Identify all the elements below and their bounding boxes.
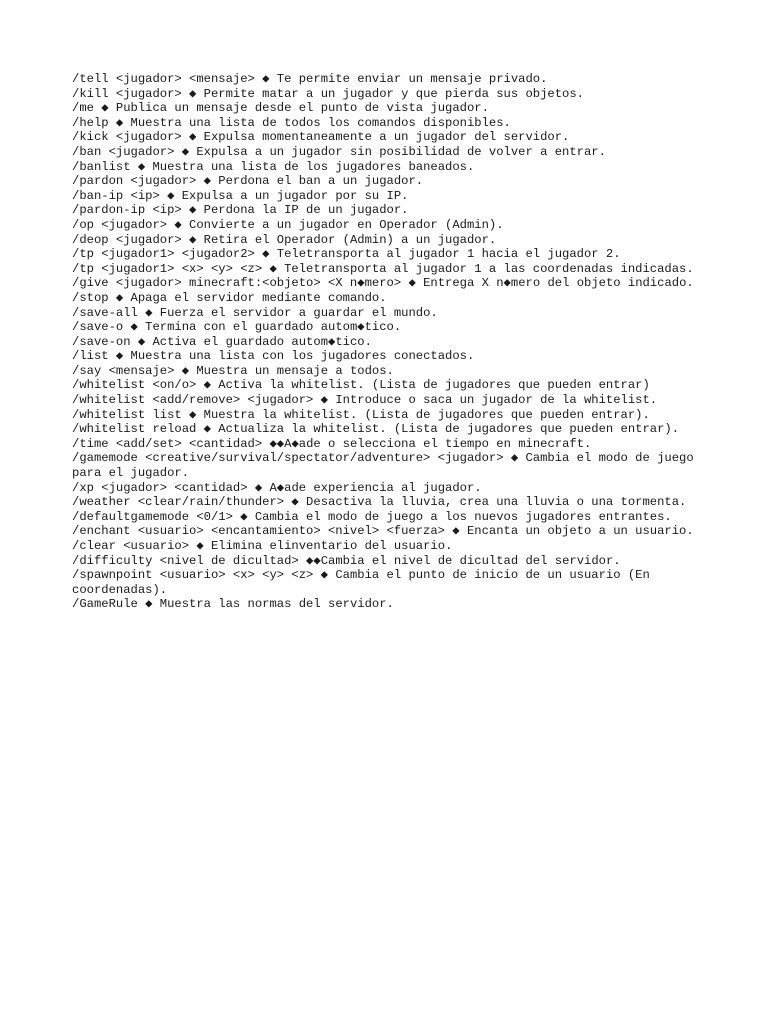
command-line-xp: /xp <jugador> <cantidad> ◆ A◆ade experiencia al jugador. bbox=[72, 480, 482, 495]
command-line-me: /me ◆ Publica un mensaje desde el punto de vista jugador. bbox=[72, 101, 489, 116]
command-line-stop: /stop ◆ Apaga el servidor mediante comando. bbox=[72, 290, 387, 305]
command-line-weather: /weather <clear/rain/thunder> ◆ Desactiva la lluvia, crea una lluvia o una tormenta. bbox=[72, 495, 687, 510]
command-line-banlist: /banlist ◆ Muestra una lista de los jugadores baneados. bbox=[72, 159, 475, 174]
command-line-whitelist-list: /whitelist list ◆ Muestra la whitelist. (Lista de jugadores que pueden entrar). bbox=[72, 407, 650, 422]
command-line-give: /give <jugador> minecraft:<objeto> <X n◆mero> ◆ Entrega X n◆mero del objeto indicado. bbox=[72, 276, 694, 291]
command-line-deop: /deop <jugador> ◆ Retira el Operador (Admin) a un jugador. bbox=[72, 232, 497, 247]
command-line-spawnpoint: /spawnpoint <usuario> <x> <y> <z> ◆ Cambia el punto de inicio de un usuario (En coordenadas). bbox=[72, 568, 658, 597]
command-line-gamerule: /GameRule ◆ Muestra las normas del servidor. bbox=[72, 597, 394, 612]
command-line-clear: /clear <usuario> ◆ Elimina elinventario del usuario. bbox=[72, 539, 453, 553]
command-line-tell: /tell <jugador> <mensaje> ◆ Te permite enviar un mensaje privado. bbox=[72, 72, 548, 86]
command-line-enchant: /enchant <usuario> <encantamiento> <nivel> <fuerza> ◆ Encanta un objeto a un usuario. bbox=[72, 524, 694, 539]
command-line-kick: /kick <jugador> ◆ Expulsa momentaneamente a un jugador del servidor. bbox=[72, 130, 570, 145]
command-line-save-all: /save-all ◆ Fuerza el servidor a guardar el mundo. bbox=[72, 305, 438, 320]
command-line-pardon-ip: /pardon-ip <ip> ◆ Perdona la IP de un jugador. bbox=[72, 203, 409, 218]
command-line-save-off: /save-o ◆ Termina con el guardado autom◆tico. bbox=[72, 320, 402, 335]
command-line-tp-player: /tp <jugador1> <jugador2> ◆ Teletransporta al jugador 1 hacia el jugador 2. bbox=[72, 247, 621, 262]
command-line-tp-coords: /tp <jugador1> <x> <y> <z> ◆ Teletransporta al jugador 1 a las coordenadas indicadas. bbox=[72, 261, 694, 276]
command-line-time: /time <add/set> <cantidad> ◆◆A◆ade o selecciona el tiempo en minecraft. bbox=[72, 436, 592, 451]
command-line-whitelist-add-remove: /whitelist <add/remove> <jugador> ◆ Introduce o saca un jugador de la whitelist. bbox=[72, 393, 658, 408]
command-line-say: /say <mensaje> ◆ Muestra un mensaje a todos. bbox=[72, 363, 394, 378]
document-page bbox=[72, 72, 702, 612]
command-line-op: /op <jugador> ◆ Convierte a un jugador en Operador (Admin). bbox=[72, 217, 504, 232]
command-line-whitelist-reload: /whitelist reload ◆ Actualiza la whitelist. (Lista de jugadores que pueden entrar). bbox=[72, 422, 680, 437]
command-line-save-on: /save-on ◆ Activa el guardado autom◆tico. bbox=[72, 334, 372, 349]
command-line-gamemode: /gamemode <creative/survival/spectator/adventure> <jugador> ◆ Cambia el modo de juego para el jugador. bbox=[72, 451, 702, 481]
command-line-kill: /kill <jugador> ◆ Permite matar a un jugador y que pierda sus objetos. bbox=[72, 86, 584, 101]
command-line-list: /list ◆ Muestra una lista con los jugadores conectados. bbox=[72, 349, 475, 364]
command-line-defaultgamemode: /defaultgamemode <0/1> ◆ Cambia el modo de juego a los nuevos jugadores entrantes. bbox=[72, 509, 672, 524]
command-line-help: /help ◆ Muestra una lista de todos los comandos disponibles. bbox=[72, 115, 511, 130]
command-line-ban: /ban <jugador> ◆ Expulsa a un jugador sin posibilidad de volver a entrar. bbox=[72, 144, 606, 159]
command-line-whitelist-toggle: /whitelist <on/o> ◆ Activa la whitelist. (Lista de jugadores que pueden entrar) bbox=[72, 378, 650, 393]
command-line-ban-ip: /ban-ip <ip> ◆ Expulsa a un jugador por su IP. bbox=[72, 188, 409, 203]
command-line-difficulty: /difficulty <nivel de dicultad> ◆◆Cambia el nivel de dicultad del servidor. bbox=[72, 553, 621, 568]
command-line-pardon: /pardon <jugador> ◆ Perdona el ban a un jugador. bbox=[72, 174, 424, 189]
